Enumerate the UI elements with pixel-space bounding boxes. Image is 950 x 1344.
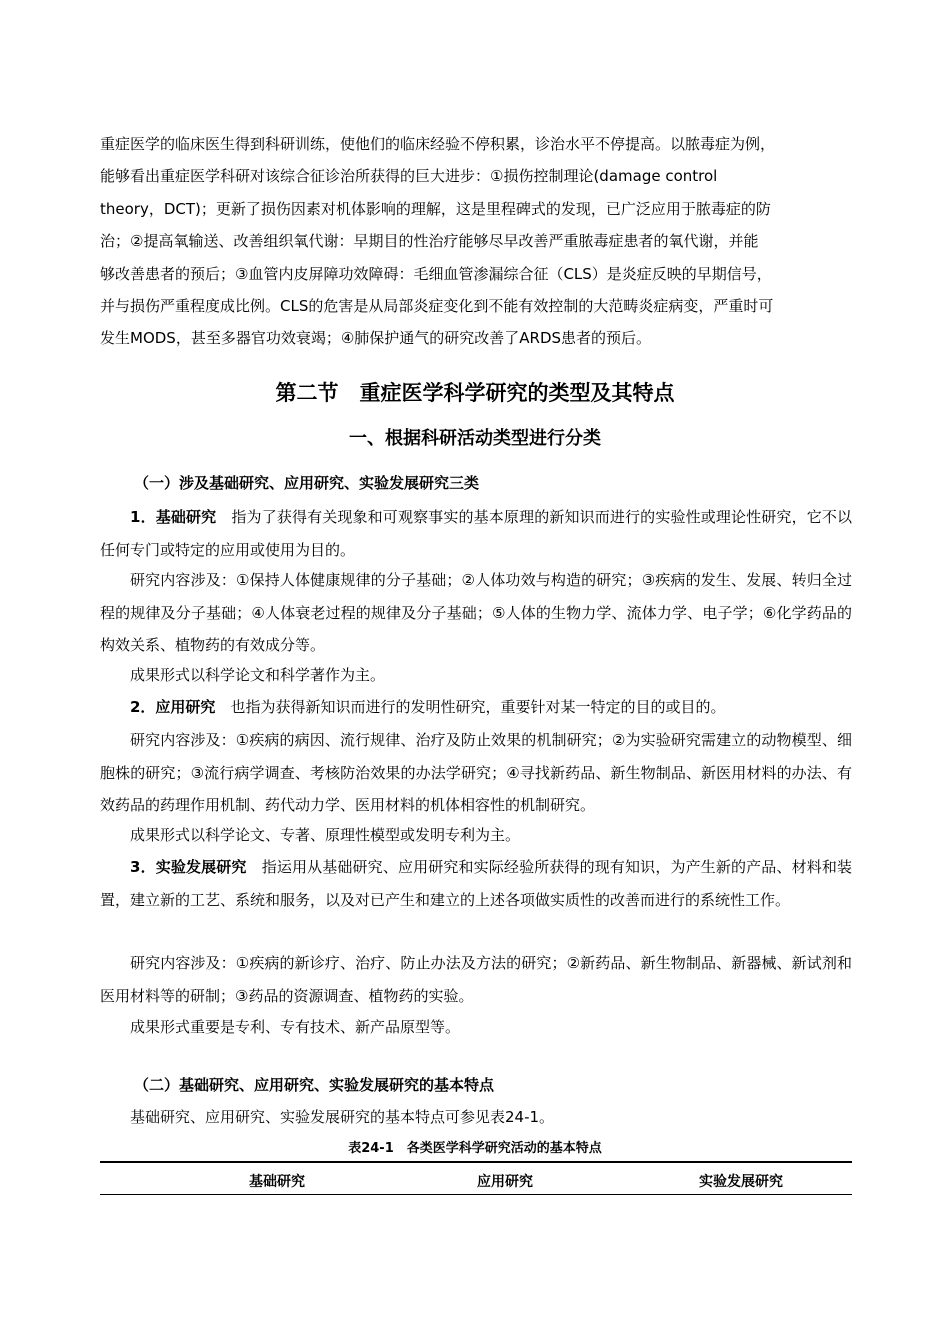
table-top-rule [100,1161,852,1163]
applied-research-outcome: 成果形式以科学论文、专著、原理性模型或发明专利为主。 [130,826,521,844]
applied-research-definition-text: 也指为获得新知识而进行的发明性研究，重要针对某一特定的目的或目的。 [215,698,726,716]
basic-research-outcome: 成果形式以科学论文和科学著作为主。 [130,666,386,684]
part1-heading: （一）涉及基础研究、应用研究、实验发展研究三类 [134,474,480,492]
section-subtitle: 一、根据科研活动类型进行分类 [349,428,601,449]
basic-research-content: 研究内容涉及：①保持人体健康规律的分子基础；②人体功效与构造的研究；③疾病的发生、发展、转归全过程的规律及分子基础；④人体衰老过程的规律及分子基础；⑤人体的生物力学、流体力学、电子学；⑥化学药品的构效关系、植物药的有效成分等。 [100,571,852,655]
basic-research-definition [100,501,852,566]
part2-text: 基础研究、应用研究、实验发展研究的基本特点可参见表24-1。 [130,1108,555,1126]
intro-line: 治；②提高氧输送、改善组织氧代谢：早期目的性治疗能够尽早改善严重脓毒症患者的氧代谢，并能 [100,232,759,250]
table-header-experimental: 实验发展研究 [699,1174,783,1190]
applied-research-content: 研究内容涉及：①疾病的病因、流行规律、治疗及防止效果的机制研究；②为实验研究需建立的动物模型、细胞株的研究；③流行病学调查、考核防治效果的办法学研究；④寻找新药品、新生物制品、新医用材料的办法、有效药品的药理作用机制、药代动力学、医用材料的机体相容性的机制研究。 [100,731,852,815]
table-caption: 表24-1 各类医学科学研究活动的基本特点 [348,1141,602,1156]
experimental-research-definition-text: 指运用从基础研究、应用研究和实际经验所获得的现有知识，为产生新的产品、材料和装置，建立新的工艺、系统和服务，以及对已产生和建立的上述各项做实质性的改善而进行的系统性工作。 [100,858,852,909]
table-header-applied: 应用研究 [477,1174,533,1190]
experimental-research-definition [100,851,852,916]
intro-line: 够改善患者的预后；③血管内皮屏障功效障碍：毛细血管渗漏综合征（CLS）是炎症反映的早期信号， [100,265,772,283]
basic-research-term: 1．基础研究 [130,508,217,526]
table-header-rule [100,1194,852,1195]
basic-research-definition-text: 指为了获得有关现象和可观察事实的基本原理的新知识而进行的实验性或理论性研究，它不以任何专门或特定的应用或使用为目的。 [100,508,852,559]
intro-line: 并与损伤严重程度成比例。CLS的危害是从局部炎症变化到不能有效控制的大范畴炎症病变，严重时可 [100,297,774,315]
intro-line: 发生MODS，甚至多器官功效衰竭；④肺保护通气的研究改善了ARDS患者的预后。 [100,329,652,347]
table-header-basic: 基础研究 [249,1174,305,1190]
intro-line: theory，DCT)；更新了损伤因素对机体影响的理解，这是里程碑式的发现，已广泛应用于脓毒症的防 [100,200,771,218]
experimental-research-content: 研究内容涉及：①疾病的新诊疗、治疗、防止办法及方法的研究；②新药品、新生物制品、新器械、新试剂和医用材料等的研制；③药品的资源调查、植物药的实验。 [100,954,852,1005]
intro-line: 能够看出重症医学科研对该综合征诊治所获得的巨大进步：①损伤控制理论(damage control [100,167,718,185]
section-title: 第二节 重症医学科学研究的类型及其特点 [275,381,675,405]
experimental-research-outcome: 成果形式重要是专利、专有技术、新产品原型等。 [130,1018,461,1036]
part2-heading: （二）基础研究、应用研究、实验发展研究的基本特点 [134,1076,495,1094]
applied-research-definition [100,691,852,724]
experimental-research-term: 3．实验发展研究 [130,858,247,876]
applied-research-term: 2．应用研究 [130,698,216,716]
intro-line: 重症医学的临床医生得到科研训练，使他们的临床经验不停积累，诊治水平不停提高。以脓毒症为例， [100,135,776,153]
